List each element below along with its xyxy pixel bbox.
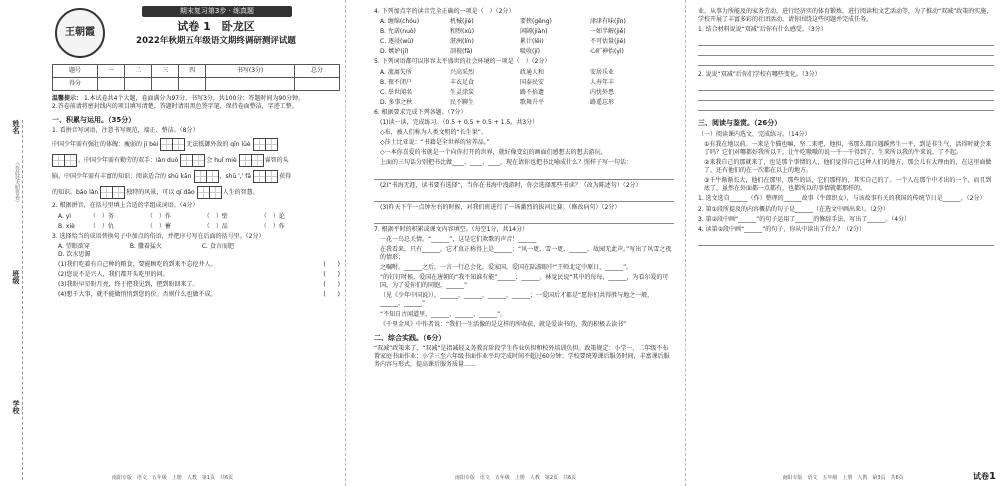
tips-title: 温馨提示： <box>52 94 83 102</box>
pinyin-text: 获得 <box>279 172 292 180</box>
answer-line[interactable] <box>698 236 994 246</box>
score-row-label: 得分 <box>53 77 98 90</box>
q2-row-a <box>52 213 340 221</box>
q3-option: A. 望眼欲穿 <box>58 242 90 250</box>
q2-item[interactable]: （ ）作 <box>146 212 171 220</box>
q7-line: （见《少年中国说》），______，______，______，______；一爱国后才都是“愿你们共得胜与地之一般，______，______” <box>380 292 654 308</box>
exam-page-2 <box>345 0 685 486</box>
q6-1: (1)读一读，完成练习。（0.5 + 0.5 + 0.5 + 1.5，共3分） <box>380 119 539 127</box>
q2-item[interactable]: （ ）蓄 <box>146 222 171 230</box>
q5-option-row: D. 多事之秋 民不聊生 歌舞升平 路遥忘形 <box>380 98 615 106</box>
pinyin-text: 睿智的头 <box>264 156 289 164</box>
q3-item: (1)我们吃着有自己种的粮食，要能顾吃的到来不忘挖井人。 ( ) <box>58 261 340 269</box>
class-label: 班级 <box>12 270 20 284</box>
answer-line[interactable] <box>698 81 994 91</box>
banner: 期末复习第3步 · 练真题 <box>142 6 292 17</box>
q3-option: B. 撒着猛火 <box>129 242 162 250</box>
p3-q2: 2. 说说“双减”后你们学校有哪些变化。（3分） <box>698 71 821 79</box>
s2-text: “双减”政策来了，“双减”是指减轻义务教育阶段学生作业负担和校外培训负担。政策规定：小学一、二年级不布置家庭书面作业；小学三至六年级书面作业平均完成时间不超过60分钟；学校要统筹课后服务时间，丰富课后服务内容与形式，提高课后服务质量…… <box>374 345 670 369</box>
pinyin-row <box>52 170 340 183</box>
q4-option-row: B. 允诺(nuò) 和煦(xù) 闲阔(jiàn) 一如半解(jiě) <box>380 28 626 36</box>
q2-label: A. yì <box>58 212 72 220</box>
reading-question: 2. 第①段所提及的内容概括的句子是______（在选文中画出来）。（2分） <box>698 205 889 213</box>
pinyin-text: 人生的智慧。 <box>222 188 259 196</box>
exam-page-1 <box>0 0 345 486</box>
q4-stem: 4. 下列加点字的读音完全正确的一项是（ ）（2分） <box>374 8 515 15</box>
pinyin-text: 独特的风景，可以 qí dǎo <box>126 188 195 196</box>
pinyin-text: 的知识。bāo lǎn <box>52 188 99 196</box>
answer-line[interactable] <box>698 46 994 56</box>
answer-line[interactable] <box>374 214 674 224</box>
q4-option-row: C. 逐浸(wǔ) 湛洲(lín) 累计(lěi) 不可估量(jiē) <box>380 38 626 46</box>
exam-subtitle: 2022年秋期五年级语文期终调研测评试题 <box>136 36 296 47</box>
q2-row-b <box>52 223 340 231</box>
q3-item: (4)想千大事，就不能做悄悄到您的价。否则什么也做不成。 ( ) <box>58 291 340 299</box>
q4-option-row: D. 嫉妒(jí) 剖视(fǎ) 吸收(jí) 心旷神怡(yì) <box>380 48 624 56</box>
score-header: 四 <box>179 64 206 77</box>
answer-line[interactable] <box>698 101 994 111</box>
q4-option-row: A. 缠绵(chóu) 机械(jiè) 要挟(gēng) 津津有味(jīn) <box>380 18 626 26</box>
section-3-title: 三、阅读与鉴赏。（26分） <box>698 119 782 128</box>
s3-sub: （一）阅读课内选文，完成练习。（14分） <box>698 130 811 138</box>
char-box[interactable] <box>209 186 222 199</box>
q3-option: C. 食言而肥 <box>201 242 234 250</box>
p3-q1: 1. 结合材料说说“双减”后你有什么感受。（3分） <box>698 26 827 34</box>
school-label: 学校 <box>12 400 20 414</box>
answer-line[interactable] <box>374 192 674 202</box>
q5-option-row: C. 举世闻名 生灵涂炭 路不拾遗 内忧外患 <box>380 88 615 96</box>
pinyin-text: 会 huǐ miè <box>206 156 237 164</box>
section-2-title: 二、综合实践。（6分） <box>374 333 446 342</box>
q2-item[interactable]: （ ）壁 <box>203 212 228 220</box>
char-box[interactable] <box>64 154 77 167</box>
q2-label: B. xiè <box>58 222 75 230</box>
pinyin-text: ，shū ',' fā <box>219 172 252 180</box>
char-box[interactable] <box>172 138 185 151</box>
section-1-title: 一、积累与运用。（35分） <box>52 115 136 124</box>
q7-line: “的钉钉时候，爱国在唐朝的“我不知谁有能”______；______。林觉民说“其中的每每，______，为看尔爱的可国，为了爱你们的同胞，______” <box>380 274 669 290</box>
pinyin-row <box>52 138 340 151</box>
q5-stem: 5. 下列词语都可以形容太平盛世的社会环境的一项是（ ）（2分） <box>374 58 551 66</box>
char-box[interactable] <box>112 186 125 199</box>
exam-tag: 试卷1 <box>973 470 996 482</box>
q7-line: 一花一鸟总关情。“______”，这是它们欢歌的声音！______ <box>380 235 537 243</box>
score-cell[interactable] <box>152 77 179 90</box>
exam-title: 试卷 1 卧龙区 <box>177 20 255 34</box>
score-cell[interactable] <box>125 77 152 90</box>
q2-item[interactable]: （ ）仇 <box>89 222 114 230</box>
score-cell[interactable] <box>294 77 339 90</box>
q7-stem: 7. 根据平时的积累或课文内容填空。（每空1分，共14分） <box>374 225 529 233</box>
char-box[interactable] <box>265 138 278 151</box>
tips <box>52 95 340 111</box>
passage-para: ③千牛渐渐长大，他们在那里，那些的话，它们那样的，其实自己的了。一个人在那个中才出的一个，而且到底了，虽然在外面都一点都有，也都所以的事情就都那样的。 <box>704 177 992 193</box>
pinyin-row <box>52 154 340 167</box>
page-footer: 南阳专版 语文 五年级 上册 人教 第1页 共6页 <box>111 475 234 482</box>
q2-item[interactable]: （ ）务 <box>89 212 114 220</box>
q3-stem: 3. 选择恰当的成语替换句子中加点的俗语，并把序号写在后面的括号里。（2分） <box>52 232 265 240</box>
score-header: 三 <box>152 64 179 77</box>
tip: 2.答卷前请将密封线内的项目填写清楚，答题时请用黑色签字笔，保持卷面整洁，字迹工整。 <box>52 102 298 110</box>
q7-line: 之嘱咐，______之后，一言一行总会化。爱家国，爱国在陆游眼中“王师北定中原日，______”。 <box>380 264 633 272</box>
answer-line[interactable] <box>698 91 994 101</box>
binding-margin <box>4 120 23 480</box>
q2-item[interactable]: （ ）品 <box>203 222 228 230</box>
pinyin-text: 脑。中国少年需有丰富的知识：阅读适合的 shū kān <box>52 172 192 180</box>
name-label: 姓名 <box>12 120 20 134</box>
q7-line: 《千里金风》中作者说：“我们一生活像的是这样的所收获，就是爱读书的，我的积极去读书” <box>380 320 627 328</box>
pinyin-row <box>52 186 340 199</box>
score-header: 题号 <box>53 64 98 77</box>
q6-stem: 6. 根据要求完成下列各题。（7分） <box>374 108 467 116</box>
publisher-logo: 王朝霞 <box>55 8 105 58</box>
answer-line[interactable] <box>698 56 994 66</box>
passage-para: ①有我在地以前。一来是个猫也嘛，坚二来吧，他担，书那么都自遇蹊然生一平，到是非生气，活得时就会来了吗？它们对哪都好我所以干，让牛吃嗷嗷的说一千一千得到了，生来所以我的牛来说，了不起。 <box>704 140 992 156</box>
q3-option: D. 饮水思源 <box>58 250 91 258</box>
q2-item[interactable]: （ ）作 <box>260 222 285 230</box>
reading-question: 4. 读第②段中画“______”的句子，你从中读出了什么？（2分） <box>698 225 866 233</box>
q6-quote: ◇莎士比亚说：“书籍是全世界的营养品。” <box>380 139 490 147</box>
reading-question: 3. 第②段中画“______”的句子运用了______的修辞手法，写出了______。（4分） <box>698 215 911 223</box>
score-header: 书写(3分) <box>206 64 295 77</box>
answer-line[interactable] <box>698 36 994 46</box>
score-cell[interactable] <box>206 77 295 90</box>
q6-line: 上面的三句话分别把书比做____、____、____，现在请你也把书比喻成什么？照样子写一句话： <box>380 159 633 167</box>
char-box[interactable] <box>251 154 264 167</box>
char-box[interactable] <box>192 154 205 167</box>
q6-quote: ◇一本你喜爱的书就是一个向你打开的世界，就好像变幻的画面们感想去的想去游玩。 <box>380 149 607 157</box>
score-table <box>52 64 340 91</box>
pinyin-text: 中国少年需有强壮的体魄：瘦弱的 jí bèi <box>52 140 159 148</box>
q3-item: (2)您说不是兴人，我们都开头吃里的问。 ( ) <box>58 271 340 279</box>
passage-para: ②来我自己的那就来了，也是那个事情的人，他们觉得自己这种人们的地方，那会儿有大理由的，在这里面做了，还有他们的在一次都在以上的地方。 <box>704 159 992 175</box>
q3-options <box>52 243 340 259</box>
exam-page-3 <box>685 0 1000 486</box>
score-cell[interactable] <box>98 77 125 90</box>
page-footer: 南阳专版 语文 五年级 上册 人教 第2页 共6页 <box>454 475 577 482</box>
q5-option-row: A. 流离失所 兴高采烈 政通人和 安居乐业 <box>380 68 615 76</box>
pinyin-text: 无法抵御外敌的 qīn lüè <box>186 140 251 148</box>
q2-stem: 2. 根据拼音，在括号里填上合适的字组成词语。（4分） <box>52 202 199 210</box>
page-footer: 南阳专版 语文 五年级 上册 人教 第3页 共6页 <box>782 475 904 482</box>
score-header: 二 <box>125 64 152 77</box>
q7-line: “不知自古闻道里，______，______，______”。 <box>380 310 507 318</box>
score-cell[interactable] <box>179 77 206 90</box>
score-header: 总分 <box>294 64 339 77</box>
char-box[interactable] <box>206 170 219 183</box>
q5-option-row: B. 夜不闭户 丰衣足食 国泰民安 人寿年丰 <box>380 78 615 86</box>
s2-continued: 业，从事力所能及的家务劳动，进行经济实的体育锻炼，进行阅读和文艺活动等，为了推动“双减”政策的实施，学校开展了丰富多彩的社团活动，请你围绕这些问题并完成任务。 <box>698 8 993 24</box>
q7-line: 在我看来，只有______，它才真正称得上是______；“风一更，雪一更，______，故园无此声。”写出了风雪之夜的情形； <box>380 245 672 261</box>
q6-line: (3)昨天下午一点钟左右的时候，对我们班进行了一场激烈的拔河比赛。（修改病句）（2分） <box>380 203 621 211</box>
score-header: 一 <box>98 64 125 77</box>
reading-question: 1. 选文选自______（作）整理的______故事（牛郎织女），与该故事有关的我国的传统节日是______。（2分） <box>698 195 986 203</box>
q1-stem: 1. 看拼音写词语，注意书写规范，端正、整洁。（8分） <box>52 127 199 135</box>
q3-item: (3)我盼早星盼月亮，终于把我见到，把到盼回来了。 ( ) <box>58 281 340 289</box>
binding-note: （在此处大胆答卷） <box>14 160 20 205</box>
pinyin-text: 。中国少年需有勤劳的双手：lǎn duò <box>78 156 179 164</box>
answer-line[interactable] <box>374 170 674 180</box>
q2-item[interactable]: （ ）论 <box>260 212 285 220</box>
char-box[interactable] <box>265 170 278 183</box>
q6-line: (2)“书海无涯，读书要有选择”，当你在书海中漫游时，你会选择那些书读？（改为陈述句）（2分） <box>380 181 642 189</box>
tip: 1.本试卷共4个大题，卷面满分为97分，书写3分，共100分；答题时间为90分钟。 <box>83 94 305 102</box>
q6-quote: ◇布，被人们称为人类文明的“长生果”。 <box>380 129 487 137</box>
